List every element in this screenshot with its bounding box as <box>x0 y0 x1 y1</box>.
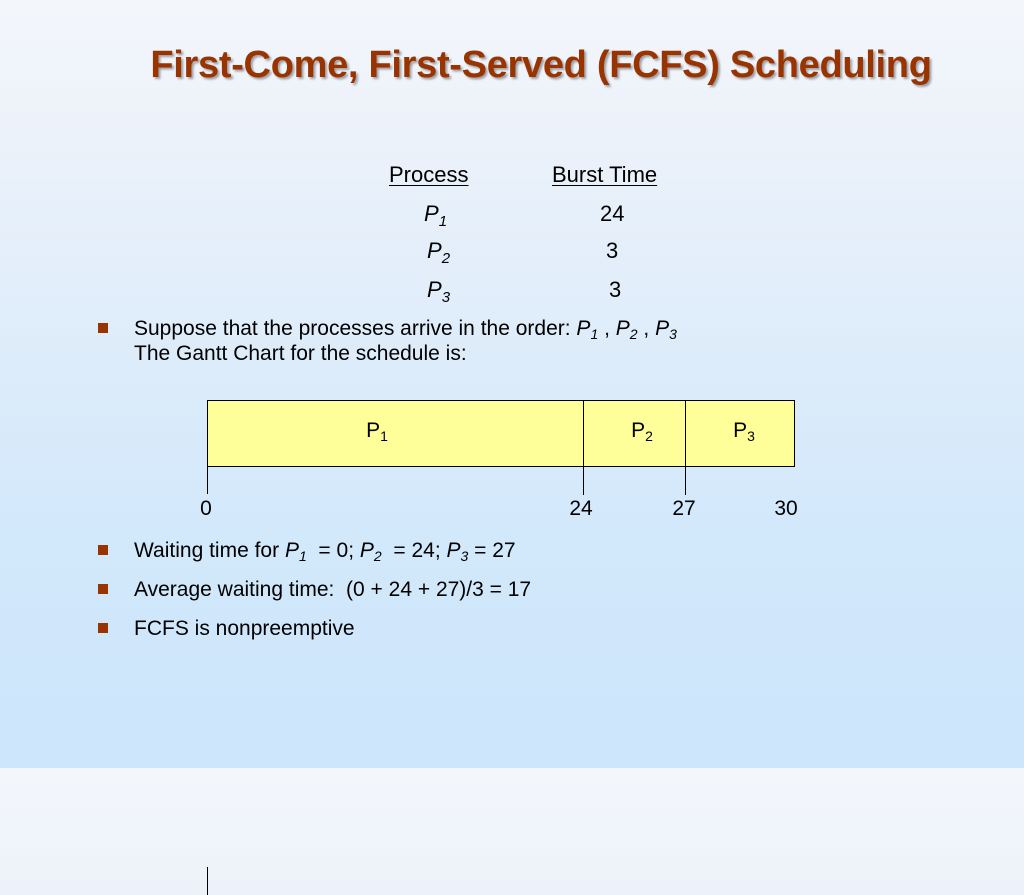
gantt-tick-line <box>583 467 584 495</box>
bullet-marker <box>98 323 108 333</box>
bullet-marker <box>98 584 108 594</box>
gantt-block-label: $P_2$ <box>631 419 653 444</box>
gantt-divider <box>583 400 584 467</box>
table-row-burst: 3 <box>609 277 622 302</box>
gantt-block-label: $P_1$ <box>366 419 388 444</box>
table-header-burst-time: Burst Time <box>552 162 658 187</box>
gantt-block-label: $P_3$ <box>733 419 755 444</box>
gantt-tick-label: 30 <box>774 497 798 520</box>
gantt-intro-text: The Gantt Chart for the schedule is: <box>134 342 467 365</box>
gantt-tick-line <box>207 867 208 895</box>
gantt-tick-line <box>207 466 208 494</box>
slide-title: First-Come, First-Served (FCFS) Scheduling <box>150 44 932 86</box>
gantt-tick-label: 0 <box>200 497 212 520</box>
table-row-process: $P_2$ <box>427 238 451 267</box>
bullet-average-waiting-time: Average waiting time: (0 + 24 + 27)/3 = 17 <box>134 578 532 601</box>
table-header-process: Process <box>389 162 469 187</box>
table-row-burst: 24 <box>600 201 625 226</box>
bullet-arrival-order: Suppose that the processes arrive in the order: $P_1$ , $P_2$ , $P_3$ The Gantt Chart for the schedule is: <box>134 317 677 365</box>
bullet-nonpreemptive: FCFS is nonpreemptive <box>134 617 355 640</box>
bullet-waiting-time: Waiting time for $P_1 = 0$; $P_2 = 24$; $P_3 = 27$ <box>134 539 516 564</box>
bullet-marker <box>98 545 108 555</box>
gantt-divider <box>685 400 686 467</box>
gantt-tick-label: 27 <box>672 497 696 520</box>
bullet-marker <box>98 623 108 633</box>
table-row-burst: 3 <box>606 238 619 263</box>
gantt-chart <box>207 400 795 467</box>
table-row-process: $P_1$ <box>424 201 448 230</box>
gantt-tick-line <box>685 467 686 495</box>
table-row-process: $P_3$ <box>427 277 451 306</box>
gantt-tick-label: 24 <box>569 497 593 520</box>
